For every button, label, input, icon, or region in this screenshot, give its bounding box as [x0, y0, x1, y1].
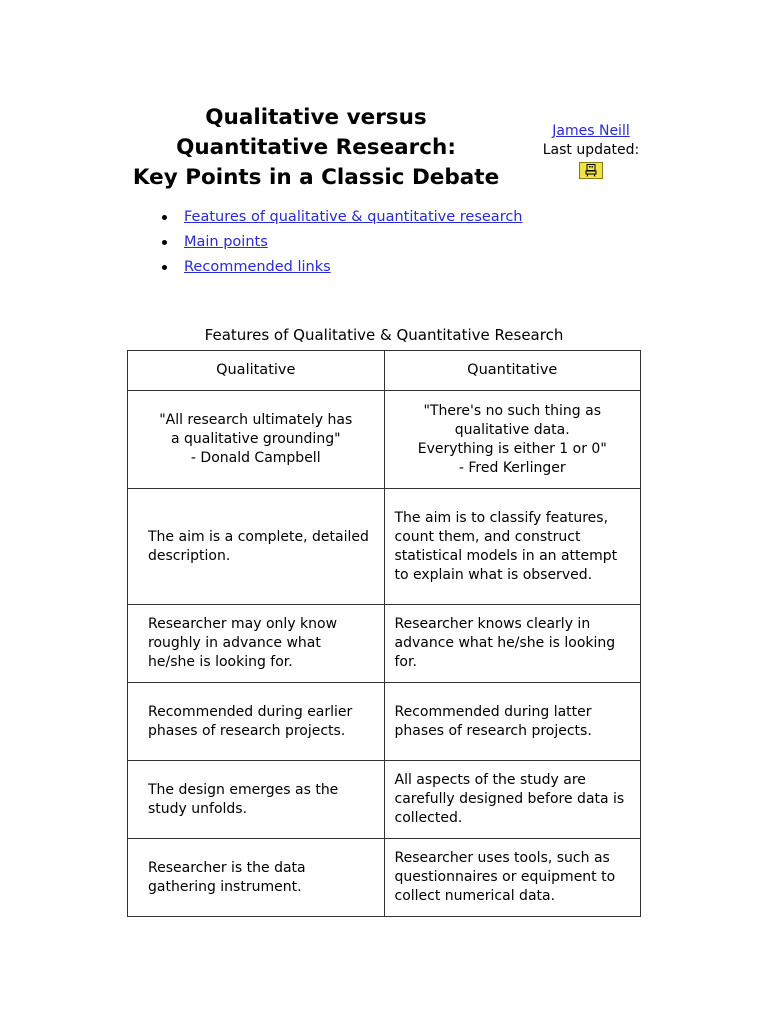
quote-attribution: - Donald Campbell [190, 450, 321, 466]
table-row [128, 489, 641, 605]
last-updated-label: Last updated: [542, 142, 640, 158]
table-row [128, 683, 641, 761]
author-box [530, 122, 652, 185]
toc-link-features[interactable]: Features of qualitative & quantitative research [184, 209, 523, 225]
table-cell-quantitative: All aspects of the study are carefully designed before data is collected. [384, 761, 641, 839]
table-cell-qualitative: Recommended during earlier phases of research projects. [128, 683, 385, 761]
table-cell-qualitative: The design emerges as the study unfolds. [128, 761, 385, 839]
kerlinger-quote [384, 391, 641, 489]
table-cell-qualitative: Researcher is the data gathering instrument. [128, 839, 385, 917]
title-line: Quantitative Research: [176, 135, 456, 160]
title-line: Qualitative versus [205, 105, 427, 130]
column-header-quantitative: Quantitative [384, 351, 641, 391]
features-table [127, 350, 641, 917]
table-row [128, 761, 641, 839]
table-cell-quantitative: Researcher knows clearly in advance what he/she is looking for. [384, 605, 641, 683]
column-header-qualitative: Qualitative [128, 351, 385, 391]
table-cell-qualitative: Researcher may only know roughly in advance what he/she is looking for. [128, 605, 385, 683]
table-cell-quantitative: Researcher uses tools, such as questionnaires or equipment to collect numerical data. [384, 839, 641, 917]
bullet-icon [162, 215, 167, 220]
table-row [128, 391, 641, 489]
quote-line: Everything is either 1 or 0" [417, 440, 607, 457]
table-cell-quantitative: Recommended during latter phases of research projects. [384, 683, 641, 761]
table-caption: Features of Qualitative & Quantitative Research [204, 326, 564, 344]
toc-list [161, 207, 523, 282]
title-line: Key Points in a Classic Debate [132, 165, 500, 190]
page-title [110, 103, 522, 193]
quote-line: "All research ultimately has [159, 412, 353, 428]
list-item [161, 257, 523, 282]
bullet-icon [162, 240, 167, 245]
robot-counter-icon[interactable] [579, 162, 603, 179]
table-cell-qualitative: The aim is a complete, detailed description. [128, 489, 385, 605]
bullet-icon [162, 265, 167, 270]
toc-link-recommended[interactable]: Recommended links [184, 259, 331, 275]
quote-line: qualitative data. [454, 421, 570, 438]
quote-attribution: - Fred Kerlinger [458, 459, 566, 476]
table-cell-quantitative: The aim is to classify features, count them, and construct statistical models in an attempt to explain what is observed. [384, 489, 641, 605]
list-item [161, 232, 523, 257]
table-header-row [128, 351, 641, 391]
table-row [128, 605, 641, 683]
campbell-quote [128, 391, 385, 489]
list-item [161, 207, 523, 232]
author-link[interactable]: James Neill [552, 123, 630, 139]
toc-link-main-points[interactable]: Main points [184, 234, 268, 250]
quote-line: "There's no such thing as [423, 402, 602, 419]
table-row [128, 839, 641, 917]
quote-line: a qualitative grounding" [170, 431, 341, 447]
